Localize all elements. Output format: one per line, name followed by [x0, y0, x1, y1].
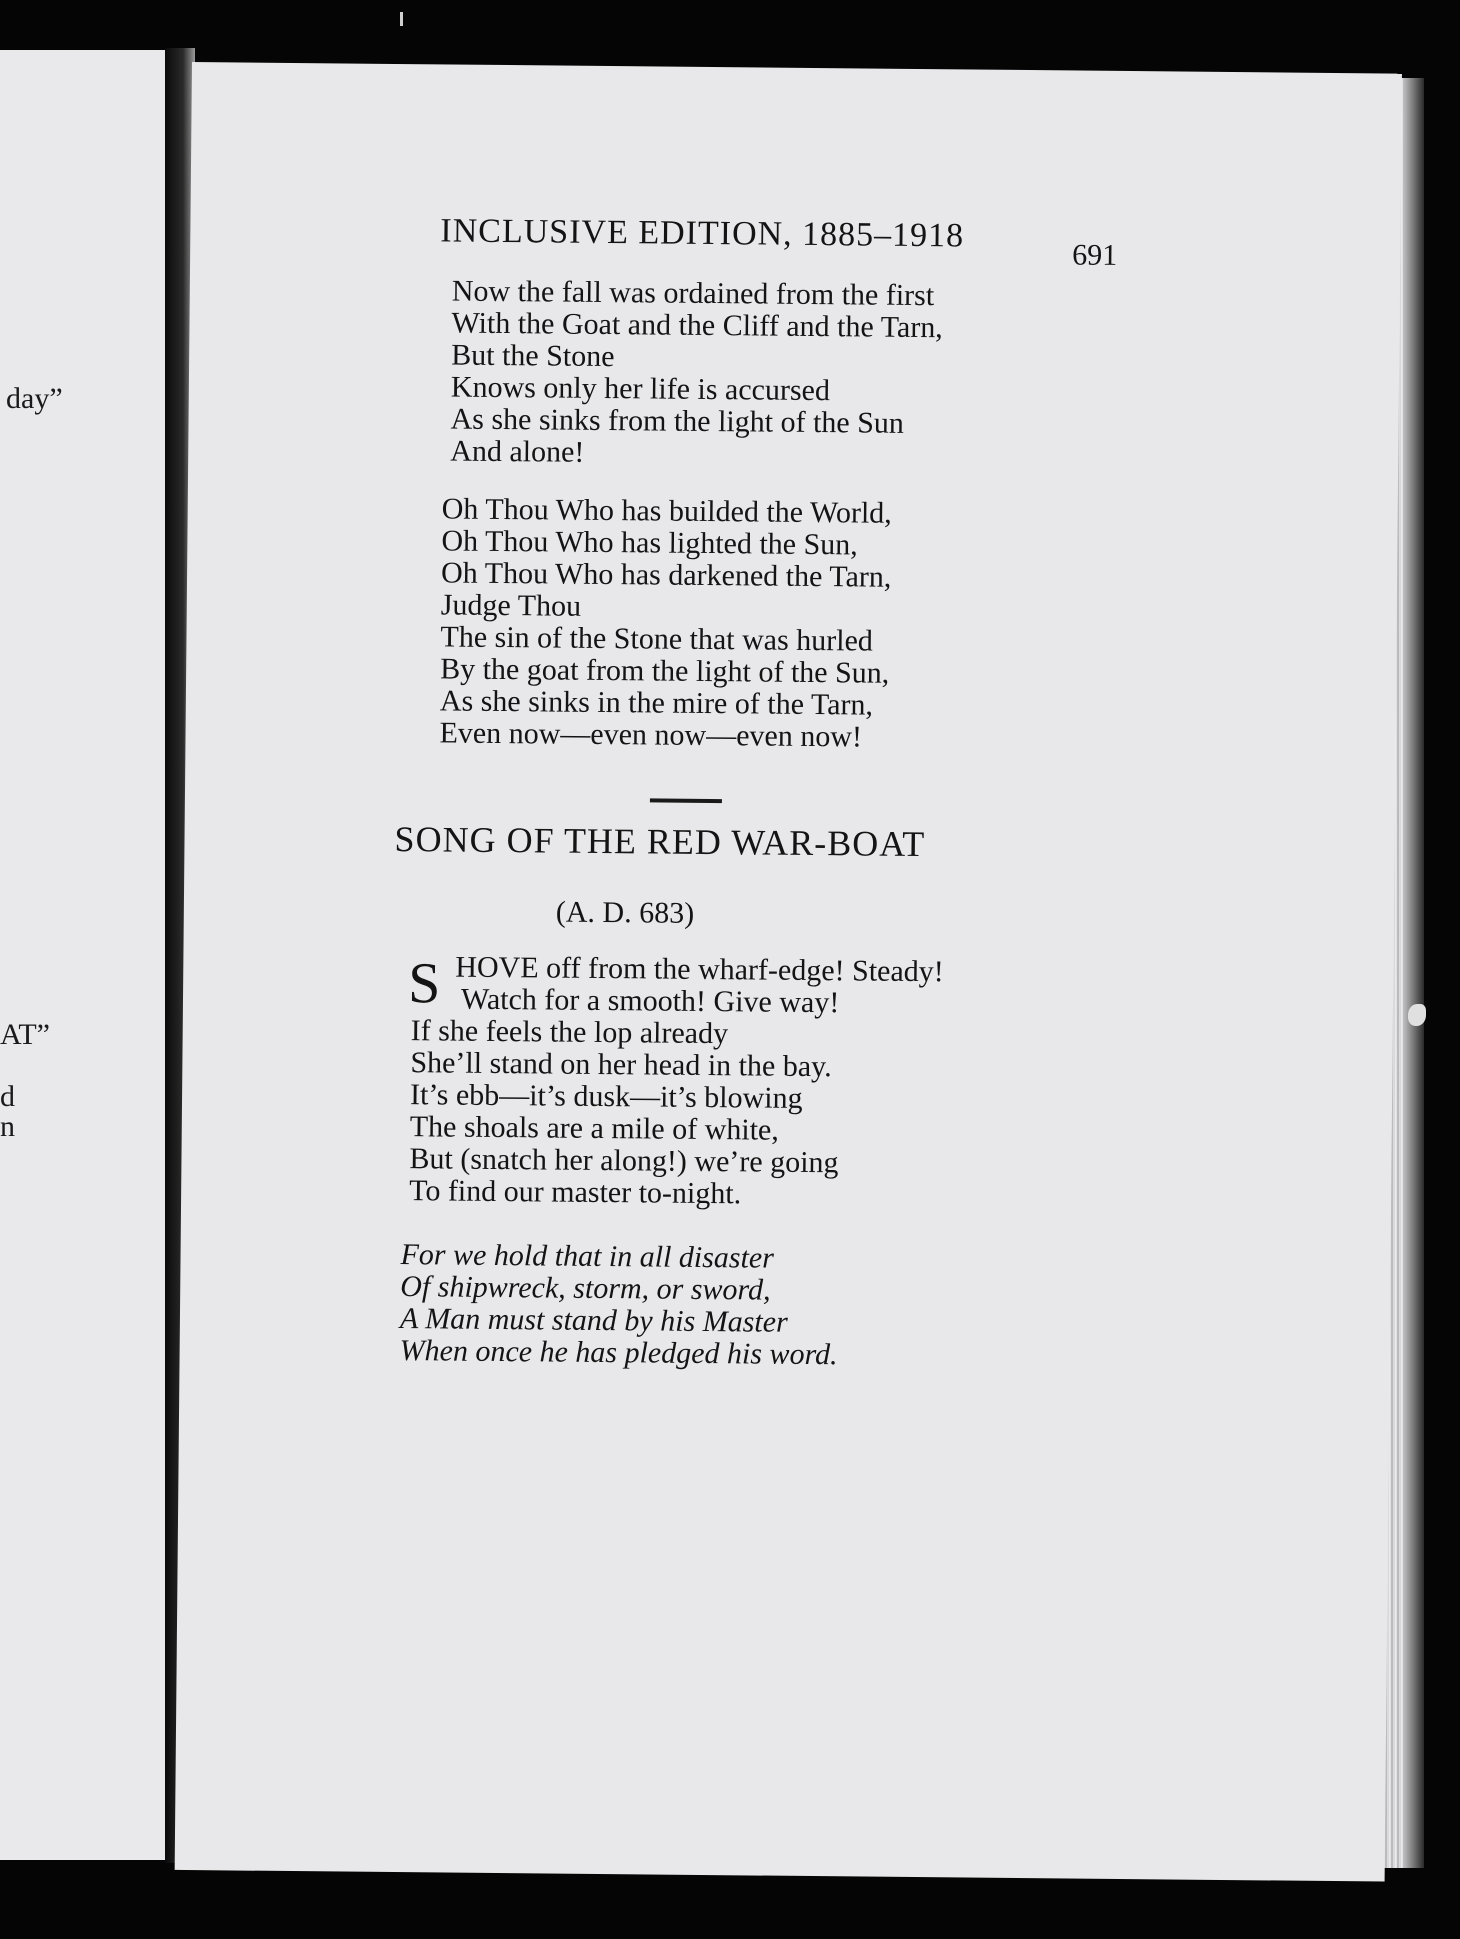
- poem-line: Oh Thou Who has lighted the Sun,: [441, 524, 858, 562]
- scan-blemish: [1408, 1004, 1426, 1026]
- running-header: INCLUSIVE EDITION, 1885–1918: [440, 212, 965, 255]
- poem-line: With the Goat and the Cliff and the Tarn,: [451, 306, 943, 345]
- poem-line: Knows only her life is accursed: [450, 370, 831, 408]
- poem-line: Oh Thou Who has darkened the Tarn,: [440, 556, 892, 594]
- poem-line: Watch for a smooth! Give way!: [460, 982, 840, 1020]
- poem-line: Judge Thou: [440, 588, 582, 623]
- poem-line: For we hold that in all disaster: [400, 1238, 775, 1275]
- section-divider: [650, 798, 722, 803]
- poem-line: If she feels the lop already: [410, 1014, 729, 1051]
- poem-line: As she sinks in the mire of the Tarn,: [439, 684, 874, 722]
- page-edge-shadow: [1404, 78, 1424, 1868]
- poem-line: HOVE off from the wharf-edge! Steady!: [455, 950, 944, 989]
- poem-line: It’s ebb—it’s dusk—it’s blowing: [409, 1078, 803, 1115]
- left-fragment-n: n: [0, 1110, 15, 1143]
- poem-line: And alone!: [450, 434, 585, 469]
- scan-blemish: [400, 12, 403, 26]
- poem-line: To find our master to-night.: [409, 1174, 742, 1211]
- poem-line: The sin of the Stone that was hurled: [440, 620, 874, 658]
- left-page: [0, 50, 165, 1860]
- book-page: [175, 62, 1402, 1882]
- page-number: 691: [1072, 238, 1118, 272]
- poem-line: A Man must stand by his Master: [399, 1302, 788, 1339]
- poem-line: As she sinks from the light of the Sun: [450, 402, 905, 440]
- poem-line: But the Stone: [451, 338, 615, 374]
- poem-line: But (snatch her along!) we’re going: [409, 1142, 839, 1180]
- left-fragment-d: d: [0, 1080, 15, 1113]
- song-title: SONG OF THE RED WAR-BOAT: [394, 818, 926, 865]
- poem-line: Even now—even now—even now!: [439, 716, 863, 754]
- song-date: (A. D. 683): [555, 895, 695, 930]
- poem-line: The shoals are a mile of white,: [409, 1110, 779, 1147]
- poem-line: She’ll stand on her head in the bay.: [410, 1046, 832, 1084]
- poem-line: Oh Thou Who has builded the World,: [441, 492, 892, 530]
- poem-line: Of shipwreck, storm, or sword,: [400, 1270, 771, 1307]
- poem-line: When once he has pledged his word.: [399, 1334, 838, 1372]
- left-fragment-day: day”: [6, 382, 63, 415]
- poem-line: Now the fall was ordained from the first: [451, 274, 935, 313]
- drop-cap: S: [407, 950, 441, 1016]
- left-fragment-at: AT”: [0, 1018, 50, 1051]
- poem-line: By the goat from the light of the Sun,: [440, 652, 890, 690]
